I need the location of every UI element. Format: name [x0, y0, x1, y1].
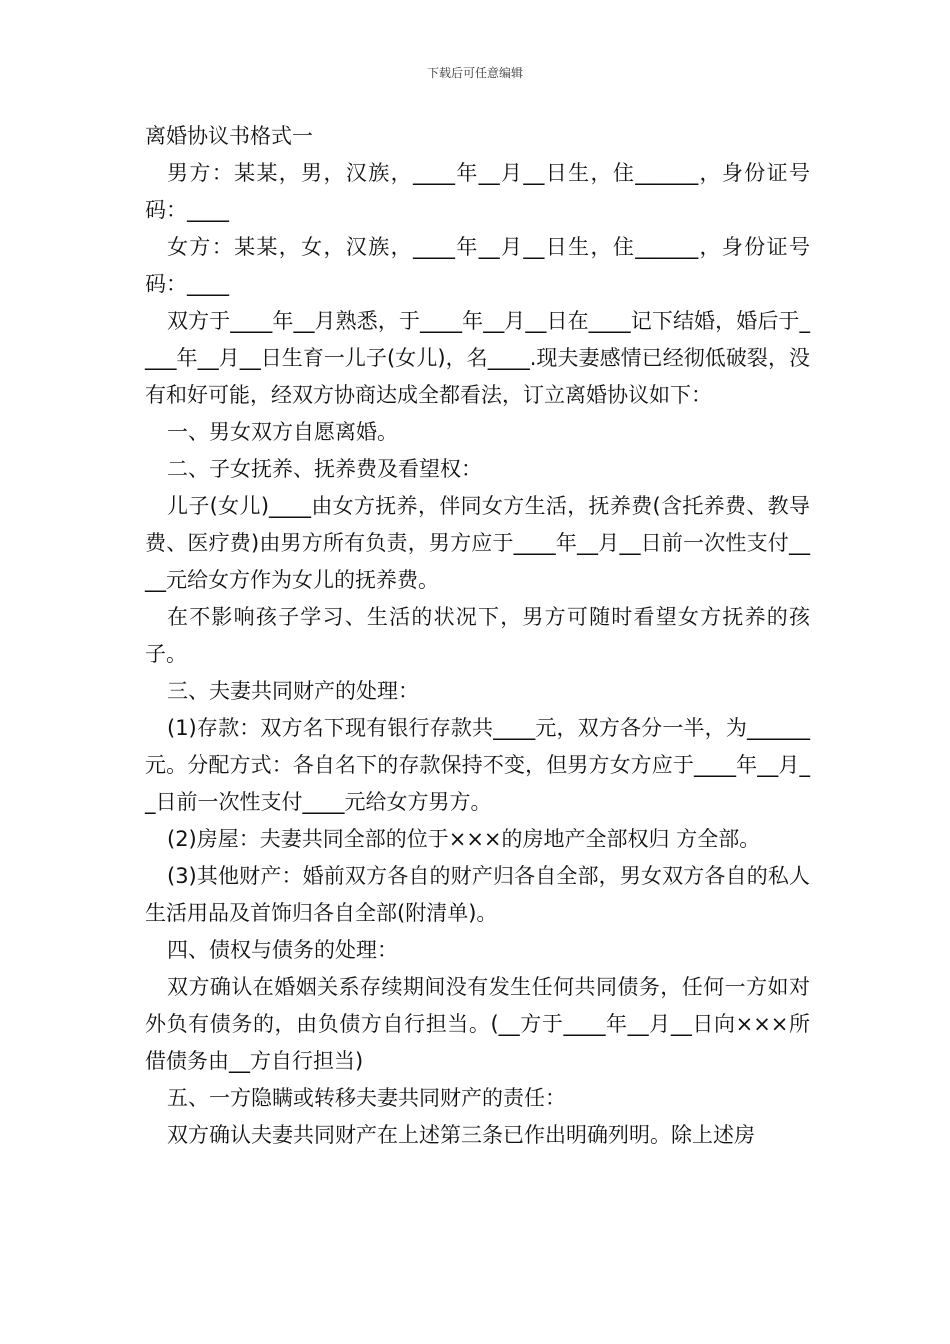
document-title: 离婚协议书格式一 [145, 124, 313, 148]
clause-1-heading: 一、男女双方自愿离婚。 [167, 420, 398, 444]
paragraph-savings: (1)存款：双方名下现有银行存款共____元，双方各分一半，为______元。分配方式：各自名下的存款保持不变，但男方女方应于____年__月__日前一次性支付____元给女方男方。 [145, 716, 810, 814]
clause-4-heading: 四、债权与债务的处理： [167, 938, 398, 962]
paragraph-debts: 双方确认在婚姻关系存续期间没有发生任何共同债务，任何一方如对外负有债务的，由负债方自行担当。(__方于____年__月__日向×××所借债务由__方自行担当) [145, 975, 810, 1073]
paragraph-concealment: 双方确认夫妻共同财产在上述第三条已作出明确列明。除上述房 [167, 1123, 755, 1147]
paragraph-wife-info: 女方：某某，女，汉族，____年__月__日生，住______，身份证号码：____ [145, 235, 810, 296]
clause-5-heading: 五、一方隐瞒或转移夫妻共同财产的责任： [167, 1086, 566, 1110]
paragraph-husband-info: 男方：某某，男，汉族，____年__月__日生，住______，身份证号码：____ [145, 161, 810, 222]
paragraph-child-support: 儿子(女儿)____由女方抚养，伴同女方生活，抚养费(含托养费、教导费、医疗费)由男方所有负责，男方应于____年__月__日前一次性支付____元给女方作为女儿的抚养费。 [145, 494, 810, 592]
clause-3-heading: 三、夫妻共同财产的处理： [167, 679, 419, 703]
clause-2-heading: 二、子女抚养、抚养费及看望权： [167, 457, 482, 481]
paragraph-background: 双方于____年__月熟悉，于____年__月__日在____记下结婚，婚后于____年__月__日生育一儿子(女儿)，名____.现夫妻感情已经彻低破裂，没有和好可能，经双方协商达成全都看法，订立离婚协议如下： [145, 309, 810, 407]
document-body [145, 118, 810, 1154]
page-header: 下载后可任意编辑 [426, 66, 523, 80]
paragraph-other-property: (3)其他财产：婚前双方各自的财产归各自全部，男女双方各自的私人生活用品及首饰归各自全部(附清单)。 [145, 864, 810, 925]
paragraph-visitation: 在不影响孩子学习、生活的状况下，男方可随时看望女方抚养的孩子。 [145, 605, 810, 666]
paragraph-house: (2)房屋：夫妻共同全部的位于×××的房地产全部权归 方全部。 [167, 827, 761, 851]
